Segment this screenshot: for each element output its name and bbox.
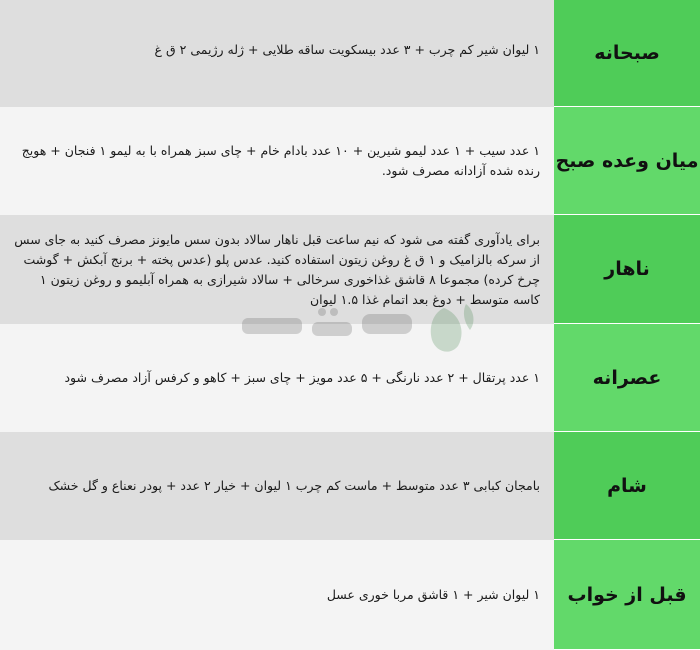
meal-label: صبحانه	[554, 0, 700, 107]
meal-text: ۱ عدد سیب + ۱ عدد لیمو شیرین + ۱۰ عدد بادام خام + چای سبز همراه با به لیمو ۱ فنجان + هویج رنده شده آزادانه مصرف شود.	[21, 143, 540, 178]
meal-description	[0, 107, 554, 215]
meal-label: میان وعده صبح	[554, 107, 700, 215]
meal-label: عصرانه	[554, 324, 700, 432]
meal-text: ۱ عدد پرتقال + ۲ عدد نارنگی + ۵ عدد مویز + چای سبز + کاهو و کرفس آزاد مصرف شود	[64, 370, 540, 385]
meal-label: قبل از خواب	[554, 540, 700, 650]
meal-description	[0, 324, 554, 432]
meal-label: شام	[554, 432, 700, 540]
meal-text: بامجان کبابی ۳ عدد متوسط + ماست کم چرب ۱ لیوان + خیار ۲ عدد + پودر نعناع و گل خشک	[48, 478, 540, 493]
meal-text: برای یادآوری گفته می شود که نیم ساعت قبل ناهار سالاد بدون سس مایونز مصرف کنید به جای سس از سرکه بالزامیک و ۱ ق غ روغن زیتون استفاده کنید. عدس پلو (عدس پخته + برنج آبکش + گوشت چرخ کرده) مجموعا ۸ قاشق غذاخوری سرخالی + سالاد شیرازی به همراه آبلیمو و روغن زیتون ۱ کاسه متوسط + دوغ بعد اتمام غذا ۱.۵ لیوان	[14, 231, 540, 307]
table-row	[0, 432, 700, 540]
meal-description	[0, 432, 554, 540]
meal-text: ۱ لیوان شیر + ۱ قاشق مربا خوری عسل	[326, 587, 540, 602]
meal-description	[0, 540, 554, 650]
table-row	[0, 0, 700, 107]
meal-description	[0, 0, 554, 107]
meal-text: ۱ لیوان شیر کم چرب + ۳ عدد بیسکویت ساقه طلایی + ژله رژیمی ۲ ق غ	[154, 42, 540, 57]
table-row	[0, 324, 700, 432]
table-row	[0, 540, 700, 650]
table-row	[0, 107, 700, 215]
meal-description	[0, 215, 554, 324]
table-row	[0, 215, 700, 324]
meal-label: ناهار	[554, 215, 700, 324]
